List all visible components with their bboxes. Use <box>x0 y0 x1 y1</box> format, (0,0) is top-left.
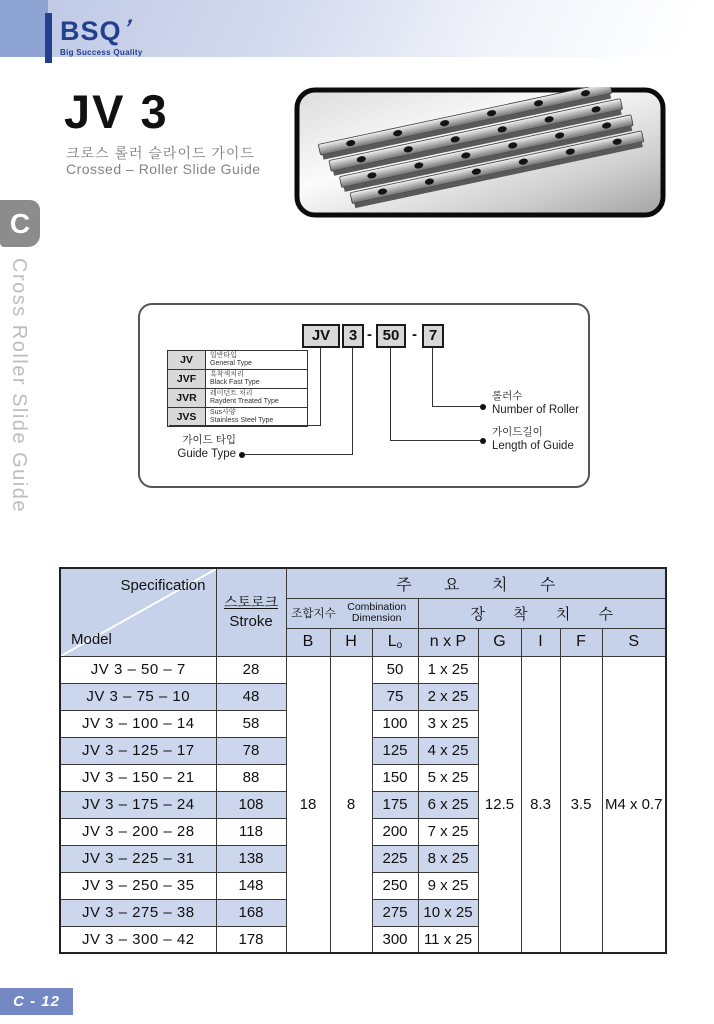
type-row <box>168 351 308 370</box>
col-header-h: H <box>330 628 372 656</box>
code-box-size: 3 <box>342 324 364 348</box>
brand-tagline: Big Success Quality <box>60 48 143 57</box>
col-header-l0: $L_o$ <box>372 628 418 656</box>
col-header-i: I <box>521 628 560 656</box>
code-box-length: 50 <box>376 324 406 348</box>
cell-g-merged: 12.5 <box>478 656 521 953</box>
col-header-s: S <box>602 628 666 656</box>
cell-l0: 150 <box>372 764 418 791</box>
stroke-header-en: Stroke <box>229 613 273 631</box>
cell-f-merged: 3.5 <box>560 656 602 953</box>
type-code: JVR <box>168 389 206 408</box>
cell-h-merged: 8 <box>330 656 372 953</box>
type-desc-en: General Type <box>210 360 252 367</box>
cell-l0: 175 <box>372 791 418 818</box>
type-desc-kr: 일반타입 <box>210 352 238 359</box>
callout-number-of-roller <box>492 389 579 417</box>
callout-kr: 롤러수 <box>492 390 523 402</box>
callout-kr: 가이드길이 <box>492 426 543 438</box>
cell-stroke: 58 <box>216 710 286 737</box>
logo-tick-icon: ’ <box>117 15 136 42</box>
cell-model: JV 3 – 300 – 42 <box>60 926 216 953</box>
cell-model: JV 3 – 200 – 28 <box>60 818 216 845</box>
callout-en: Guide Type <box>177 448 236 460</box>
cell-model: JV 3 – 225 – 31 <box>60 845 216 872</box>
connector-line <box>390 348 391 440</box>
cell-nxp: 10 x 25 <box>418 899 478 926</box>
cell-l0: 75 <box>372 683 418 710</box>
section-tab <box>0 200 40 247</box>
cell-model: JV 3 – 275 – 38 <box>60 899 216 926</box>
cell-l0: 125 <box>372 737 418 764</box>
type-code: JV <box>168 351 206 370</box>
cell-nxp: 3 x 25 <box>418 710 478 737</box>
col-header-nxp: n x P <box>418 628 478 656</box>
cell-model: JV 3 – 75 – 10 <box>60 683 216 710</box>
connector-line <box>432 406 483 407</box>
type-code: JVF <box>168 370 206 389</box>
part-number-diagram <box>138 303 590 488</box>
specification-table <box>59 567 667 954</box>
cell-model: JV 3 – 125 – 17 <box>60 737 216 764</box>
table-row <box>60 656 666 683</box>
cell-l0: 50 <box>372 656 418 683</box>
corner-specification-label: Specification <box>120 577 206 594</box>
brand-logo-text: BSQ <box>60 16 122 46</box>
logo-accent-bar <box>45 13 52 63</box>
guide-type-table <box>167 350 308 427</box>
type-desc-en: Black Fast Type <box>210 379 260 386</box>
cell-model: JV 3 – 250 – 35 <box>60 872 216 899</box>
col-header-g: G <box>478 628 521 656</box>
cell-model: JV 3 – 175 – 24 <box>60 791 216 818</box>
mount-dimension-header: 장 착 치 수 <box>418 598 666 628</box>
type-row <box>168 389 308 408</box>
cell-l0: 200 <box>372 818 418 845</box>
type-desc-kr: 레이던트 처리 <box>210 390 253 397</box>
type-desc-kr: Sus사양 <box>210 409 236 416</box>
cell-nxp: 9 x 25 <box>418 872 478 899</box>
cell-nxp: 6 x 25 <box>418 791 478 818</box>
type-desc-en: Stainless Steel Type <box>210 417 274 424</box>
cell-l0: 300 <box>372 926 418 953</box>
cell-nxp: 8 x 25 <box>418 845 478 872</box>
type-row <box>168 370 308 389</box>
callout-en: Number of Roller <box>492 404 579 416</box>
subtitle-korean: 크로스 롤러 슬라이드 가이드 <box>66 145 255 161</box>
code-box-rollers: 7 <box>422 324 444 348</box>
cell-i-merged: 8.3 <box>521 656 560 953</box>
cell-nxp: 11 x 25 <box>418 926 478 953</box>
code-dash: - <box>412 326 417 343</box>
cell-nxp: 2 x 25 <box>418 683 478 710</box>
type-desc-kr: 흑착색처리 <box>210 371 244 378</box>
page-number-badge <box>0 988 73 1015</box>
cell-stroke: 178 <box>216 926 286 953</box>
code-box-series: JV <box>302 324 340 348</box>
cell-stroke: 78 <box>216 737 286 764</box>
header-corner-block <box>0 0 48 57</box>
connector-line <box>169 425 321 426</box>
cell-nxp: 1 x 25 <box>418 656 478 683</box>
type-code: JVS <box>168 408 206 427</box>
subtitle-english: Crossed – Roller Slide Guide <box>66 161 261 177</box>
connector-line <box>320 348 321 425</box>
cell-model: JV 3 – 100 – 14 <box>60 710 216 737</box>
combination-header-en: Combination Dimension <box>347 601 407 624</box>
cell-stroke: 148 <box>216 872 286 899</box>
cell-stroke: 88 <box>216 764 286 791</box>
combination-dimension-header <box>286 598 418 628</box>
cell-stroke: 48 <box>216 683 286 710</box>
cell-l0: 250 <box>372 872 418 899</box>
brand-logo <box>60 16 143 57</box>
code-dash: - <box>367 326 372 343</box>
callout-dot <box>239 452 245 458</box>
callout-en: Length of Guide <box>492 440 574 452</box>
type-desc-en: Raydent Treated Type <box>210 398 279 405</box>
connector-line <box>432 348 433 406</box>
cell-nxp: 4 x 25 <box>418 737 478 764</box>
corner-header-cell <box>60 568 216 656</box>
connector-line <box>352 348 353 454</box>
callout-length-of-guide <box>492 425 574 453</box>
cell-model: JV 3 – 150 – 21 <box>60 764 216 791</box>
cell-stroke: 118 <box>216 818 286 845</box>
cell-stroke: 108 <box>216 791 286 818</box>
cell-model: JV 3 – 50 – 7 <box>60 656 216 683</box>
callout-guide-type <box>158 433 236 461</box>
page-number: C - 12 <box>13 993 60 1010</box>
connector-line <box>242 454 353 455</box>
callout-dot <box>480 438 486 444</box>
cell-s-merged: M4 x 0.7 <box>602 656 666 953</box>
main-dimension-header: 주 요 치 수 <box>286 568 666 598</box>
stroke-header-kr: 스토로크 <box>223 594 279 611</box>
section-vertical-label: Cross Roller Slide Guide <box>8 258 30 513</box>
cell-b-merged: 18 <box>286 656 330 953</box>
col-header-b: B <box>286 628 330 656</box>
cell-stroke: 168 <box>216 899 286 926</box>
product-photo <box>294 87 666 218</box>
cell-l0: 225 <box>372 845 418 872</box>
cell-l0: 100 <box>372 710 418 737</box>
type-row <box>168 408 308 427</box>
page-title: JV 3 <box>64 85 169 138</box>
corner-model-label: Model <box>71 630 112 648</box>
cell-l0: 275 <box>372 899 418 926</box>
col-header-f: F <box>560 628 602 656</box>
stroke-header-cell <box>216 568 286 656</box>
combination-header-kr: 조합지수 <box>291 608 336 620</box>
cell-stroke: 138 <box>216 845 286 872</box>
cell-nxp: 7 x 25 <box>418 818 478 845</box>
callout-dot <box>480 404 486 410</box>
callout-kr: 가이드 타입 <box>182 434 236 446</box>
section-tab-letter: C <box>9 207 31 239</box>
cell-nxp: 5 x 25 <box>418 764 478 791</box>
cell-stroke: 28 <box>216 656 286 683</box>
connector-line <box>390 440 483 441</box>
